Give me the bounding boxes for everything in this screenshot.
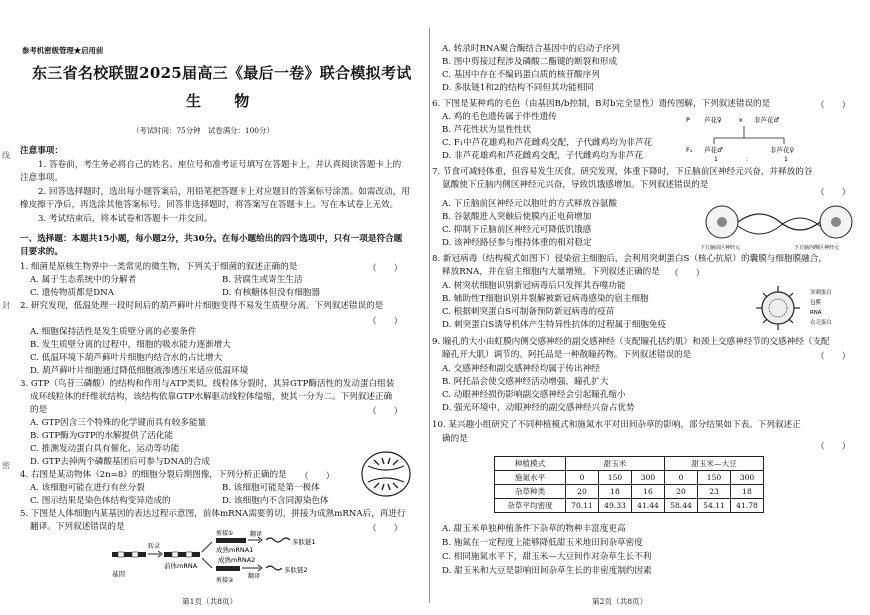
option: D. 强光环境中，动眼神经的副交感神经兴奋占优势	[442, 403, 635, 413]
option: C. 遗传物质都是DNA	[30, 288, 114, 298]
table-cell: 杂草种类	[495, 485, 566, 499]
table-cell: 施氮水平	[495, 471, 566, 485]
neuron-figure	[700, 194, 860, 252]
option: B. 营腐生或寄生生活	[222, 275, 303, 285]
option: A. 鸡的毛色遗传属于伴性遗传	[442, 112, 557, 122]
page-footer-left: 第1页（共8页）	[182, 597, 238, 606]
table-cell: 150	[698, 471, 731, 485]
virus-label: RNA	[810, 310, 822, 316]
table-row	[495, 499, 764, 513]
cross-p: P	[686, 116, 690, 124]
page-left	[0, 0, 428, 615]
subject-title: 生 物	[186, 92, 264, 110]
page-divider	[429, 28, 430, 603]
option: D. 葫芦藓叶片细胞通过降低细胞液渗透压来适应低温环境	[30, 366, 249, 376]
virus-label: 突刺蛋白	[810, 290, 832, 296]
option: B. 施氮在一定程度上能够降低甜玉米地田间杂草密度	[442, 538, 643, 548]
question-3-cont: 成环线粒体的纤维状结构，该结构依靠GTP水解驱动线粒体缢缩，使其一分为二。下列叙述正确	[30, 392, 393, 402]
notes-line: 3. 考试结束后，将本试卷和答题卡一并交回。	[38, 214, 213, 224]
option: A. 细胞保持活性是发生质壁分离的必要条件	[30, 327, 197, 337]
option: C. 根据刺突蛋白S可制备预防新冠病毒的疫苗	[442, 307, 615, 317]
question-9: 9. 瞳孔的大小由虹膜内侧交感神经的副交感神经（支配瞳孔括约肌）和颈上交感神经节的交感神经（支配	[432, 337, 830, 347]
exam-info: （考试时间：75分钟 试卷满分：100分）	[132, 126, 274, 135]
question-5: 5. 下图是人体细胞内某基因的表达过程示意图，前体mRNA需要剪切，拼接为成熟mRNA后，再进行	[20, 509, 406, 519]
fig-label-peptide2: 多肽链2	[284, 566, 308, 574]
notes-line: 橡皮擦干净后，再选涂其他答案标号。回答非选择题时，将答案写在答题卡上。写在本试卷上无效。	[20, 200, 399, 210]
answer-paren: （ ）	[816, 442, 851, 452]
option: C. 动眼神经损伤影响副交感神经会引起瞳孔缩小	[442, 390, 626, 400]
cross-ratio: 1	[784, 156, 788, 162]
fig-label-mature1: 成熟mRNA1	[216, 546, 254, 554]
cross-f1: F₁	[686, 146, 693, 154]
table-cell: 杂草平均密度	[495, 499, 566, 513]
notes-line: 注意事项。	[20, 173, 63, 183]
option: B. 阿托品会使交感神经活动增强，瞳孔扩大	[442, 377, 609, 387]
gene-expression-figure	[108, 530, 358, 588]
virus-figure	[752, 282, 862, 334]
answer-paren: （ ）	[368, 407, 403, 417]
fig-label-gene: 基因	[112, 570, 125, 578]
option: B. 芦花性状为显性性状	[442, 125, 532, 135]
table-row	[495, 485, 764, 499]
cross-ratio: :	[746, 156, 749, 162]
answer-paren: （ ）	[368, 317, 403, 327]
answer-paren: （ ）	[816, 352, 851, 362]
question-4: 4. 右图是某动物体（2n=8）的细胞分裂后期图像，下列分析正确的是	[20, 470, 287, 480]
table-cell: 18	[731, 485, 764, 499]
option: D. 该神经路径参与维持体重的相对稳定	[442, 238, 592, 248]
fig-label-translate1: 翻译	[250, 531, 263, 538]
page-right	[432, 0, 870, 615]
cross-p1: 芦花♀	[704, 116, 722, 124]
table-cell: 0	[665, 471, 698, 485]
confidential-header: 参考机密级管理★启用前	[22, 46, 104, 55]
binding-mark: 封	[2, 301, 10, 310]
cross-x: ×	[738, 116, 744, 124]
option: A. 下丘脑前区神经元以胞吐的方式释放谷氨酸	[442, 199, 617, 209]
question-7: 7. 节食可减轻体重，但容易发生厌食。研究发现，体重下降时，下丘脑前区神经元兴奋，并释放的谷	[432, 167, 813, 177]
cross-p2: 非芦花♂	[754, 116, 780, 124]
option: A. GTP因含三个特殊的化学键而具有较多能量	[30, 418, 207, 428]
option: D. 多肽链1和2的结构不同但其功能相同	[442, 83, 594, 93]
option: A. 该细胞可能在进行有丝分裂	[30, 483, 145, 493]
table-cell: 300	[632, 471, 665, 485]
option: D. 有核糖体但没有细胞器	[222, 288, 320, 298]
answer-paren: （ ）	[300, 472, 335, 482]
table-cell: 种植模式	[495, 457, 566, 471]
table-header-row	[495, 457, 764, 471]
notes-line: 2. 回答选择题时，选出每小题答案后，用铅笔把答题卡上对应题目的答案标号涂黑。如需改动，用	[38, 187, 410, 197]
answer-paren: （ ）	[368, 524, 403, 534]
table-cell: 58.44	[665, 499, 698, 513]
question-10-cont: 确的是	[442, 434, 468, 444]
question-9-cont: 瞳孔开大肌）调节的。阿托品是一种散瞳药物。下列叙述错误的是	[442, 350, 692, 360]
page-footer-right: 第2页（共8页）	[592, 597, 648, 606]
option: A. 树突状细胞识别新冠病毒后只发挥其吞噬功能	[442, 281, 626, 291]
fig-label-transcribe: 转录	[148, 543, 161, 550]
binding-mark: 密	[2, 461, 10, 470]
fig-label-splice2: 剪接②	[216, 577, 234, 584]
option: D. 该细胞内不含同源染色体	[222, 496, 329, 506]
question-10: 10. 某兴趣小组研究了不同种植模式和施氮水平对田间杂草的影响，部分结果如下表。下列叙述正	[432, 420, 801, 430]
option: B. 该细胞可能是第一极体	[222, 483, 320, 493]
option: A. 甜玉米单独种植条件下杂草的物种丰富度更高	[442, 524, 626, 534]
question-8-cont: 释放RNA，并在宿主细胞内大量增殖。下列叙述正确的是	[442, 267, 660, 277]
option: C. 抑制下丘脑前区神经元可降低饥饿感	[442, 225, 592, 235]
option: A. 属于生态系统中的分解者	[30, 275, 137, 285]
cell-division-figure	[360, 448, 412, 500]
table-cell: 300	[731, 471, 764, 485]
table-cell: 49.33	[599, 499, 632, 513]
option: B. 辅助性T细胞识别并裂解被新冠病毒感染的宿主细胞	[442, 294, 649, 304]
virus-label: 衣壳蛋白	[810, 320, 832, 326]
option: C. 推测发动蛋白具有催化、运动等功能	[30, 444, 180, 454]
table-cell: 70.11	[566, 499, 599, 513]
fig-label-pre-mrna: 前体mRNA	[164, 562, 198, 570]
option: B. 发生质壁分离的过程中，细胞的吸水能力逐渐增大	[30, 340, 231, 350]
table-cell: 18	[599, 485, 632, 499]
neuron-label: 下丘脑前区神经元	[700, 245, 741, 251]
question-8: 8. 新冠病毒（结构模式如图下）侵染宿主细胞后，会利用突刺蛋白S（核心抗原）的囊膜与细胞膜融合，	[432, 254, 827, 264]
exam-title: 东三省名校联盟2025届高三《最后一卷》联合模拟考试	[32, 64, 412, 82]
question-3-cont: 的是	[30, 405, 48, 415]
answer-paren: （ ）	[816, 188, 851, 198]
option: C. 相同施氮水平下，甜玉米—大豆间作对杂草生长不利	[442, 552, 652, 562]
fig-label-peptide1: 多肽链1	[292, 538, 316, 546]
virus-label: 包膜	[810, 300, 821, 306]
section-heading: 一、选择题：本题共15小题，每小题2分，共30分。在每小题给出的四个选项中，只有一项是符合题	[20, 234, 403, 244]
table-cell: 150	[599, 471, 632, 485]
cross-ratio: 1	[714, 156, 718, 162]
genetic-cross-figure	[684, 112, 860, 162]
table-cell: 20	[566, 485, 599, 499]
table-cell: 41.78	[731, 499, 764, 513]
table-cell: 甜玉米	[566, 457, 665, 471]
cross-f1a: 芦花♂	[704, 146, 723, 154]
question-1: 1. 细菌是原核生物界中一类常见的微生物，下列关于细菌的叙述正确的是	[20, 262, 298, 272]
answer-paren: （ ）	[670, 269, 705, 279]
option: D. GTP去掉两个磷酸基团后可参与DNA的合成	[30, 457, 210, 467]
option: C. 基因中存在不编码蛋白质的核苷酸序列	[442, 70, 600, 80]
option: B. 谷氨酸进入突触后使膜内正电荷增加	[442, 212, 592, 222]
option: A. 转录时RNA聚合酶结合基因中的启动子序列	[442, 44, 620, 54]
option: C. F₁中芦花雄鸡和芦花雌鸡交配，子代雌鸡均为非芦花	[442, 138, 653, 148]
notes-heading: 注意事项：	[20, 146, 63, 156]
cross-f1b: 非芦花♀	[770, 146, 795, 154]
option: A. 交感神经和副交感神经均属于传出神经	[442, 364, 600, 374]
option: D. 甜玉米和大豆是影响田间杂草生长的非密度制约因素	[442, 566, 652, 576]
neuron-label: 下丘脑内侧区神经元	[794, 245, 840, 251]
data-table	[494, 456, 764, 513]
table-cell: 16	[632, 485, 665, 499]
question-6: 6. 下图是某种鸡的毛色（由基因B/b控制，B对b完全显性）遗传图解，下列叙述错误的是	[432, 99, 771, 109]
option: C. 图示结果是染色体结构变异造成的	[30, 496, 171, 506]
notes-line: 1. 答卷前，考生务必将自己的姓名、座位号和准考证号填写在答题卡上，并认真阅读答题卡上的	[38, 160, 402, 170]
option: B. GTP酶为GTP的水解提供了活化能	[30, 431, 174, 441]
table-cell: 41.44	[632, 499, 665, 513]
option: C. 低温环境下葫芦藓叶片细胞内结合水的占比增大	[30, 353, 223, 363]
question-7-cont: 氨酸使下丘脑内侧区神经元兴奋，导致饥饿感增加。下列叙述错误的是	[442, 180, 709, 190]
question-3: 3. GTP（鸟苷三磷酸）的结构和作用与ATP类似。线粒体分裂时，其异GTP酶活性的发动蛋白组装	[20, 379, 395, 389]
option: B. 图中剪接过程涉及磷酸二酯键的断裂和形成	[442, 57, 618, 67]
option: D. 刺突蛋白S诱导机体产生特异性抗体的过程属于细胞免疫	[442, 320, 667, 330]
fig-label-mature2: 成熟mRNA2	[218, 556, 256, 564]
table-cell: 54.11	[698, 499, 731, 513]
option: D. 非芦花雄鸡和芦花雌鸡交配，子代雌鸡均为非芦花	[442, 151, 644, 161]
binding-mark: 线	[2, 151, 10, 160]
table-cell: 23	[698, 485, 731, 499]
table-cell: 0	[566, 471, 599, 485]
answer-paren: （ ）	[368, 264, 403, 274]
fig-label-translate2: 翻译	[248, 573, 261, 580]
table-cell: 20	[665, 485, 698, 499]
table-cell: 甜玉米—大豆	[665, 457, 764, 471]
table-row	[495, 471, 764, 485]
question-2: 2. 研究发现，低温处理一段时间后的葫芦藓叶片细胞变得不易发生质壁分离。下列叙述错误的是	[20, 301, 384, 311]
section-heading: 目要求的。	[20, 247, 63, 257]
answer-paren: （ ）	[816, 101, 851, 111]
question-5-cont: 翻译。下列叙述错误的是	[30, 522, 125, 532]
fig-label-splice1: 剪接①	[216, 530, 234, 537]
